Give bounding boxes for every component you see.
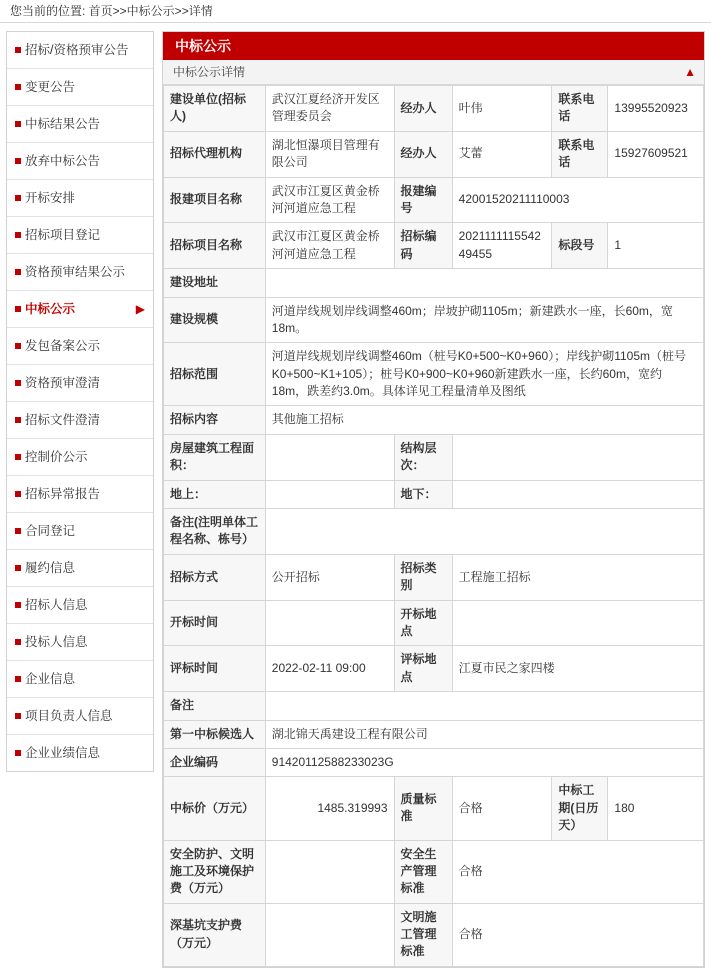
report-no-value: 42001520211110003 [452,177,703,223]
table-row [164,343,704,406]
sidebar-item-label: 资格预审结果公示 [25,265,126,279]
scale-value: 河道岸线规划岸线调整460m；岸坡护砌1105m；新建跌水一座，长60m，宽18m。 [265,297,703,343]
pit-fee-value [265,903,394,966]
table-row [164,269,704,297]
table-row [164,177,704,223]
sidebar-item-label: 招标异常报告 [25,487,101,501]
eval-time-label: 评标时间 [164,646,266,692]
sidebar-item-11[interactable] [7,439,153,476]
bullet-icon [15,121,21,127]
table-row [164,480,704,508]
contact1-value: 13995520923 [608,86,704,132]
agent1-value: 叶伟 [452,86,552,132]
safety-fee-label: 安全防护、文明施工及环境保护费（万元） [164,840,266,903]
above-ground-value [265,480,394,508]
bullet-icon [15,713,21,719]
sidebar-item-label: 发包备案公示 [25,339,101,353]
sidebar-item-1[interactable] [7,69,153,106]
bid-price-value: 1485.319993 [265,777,394,840]
bullet-icon [15,491,21,497]
page-title: 中标公示 [163,32,704,60]
table-row [164,223,704,269]
table-row [164,646,704,692]
section-label: 标段号 [552,223,608,269]
contact2-label: 联系电话 [552,131,608,177]
safety-mgmt-label: 安全生产管理标准 [394,840,452,903]
sidebar-item-0[interactable] [7,32,153,69]
sidebar-item-2[interactable] [7,106,153,143]
below-ground-value [452,480,703,508]
bullet-icon [15,47,21,53]
eval-time-value: 2022-02-11 09:00 [265,646,394,692]
eval-place-value: 江夏市民之家四楼 [452,646,703,692]
remark-note-label: 备注(注明单体工程名称、栋号） [164,509,266,555]
table-row [164,777,704,840]
bid-price-label: 中标价（万元） [164,777,266,840]
agent2-value: 艾蕾 [452,131,552,177]
bullet-icon [15,639,21,645]
sidebar-item-6[interactable] [7,254,153,291]
sidebar [6,31,154,772]
scale-label: 建设规模 [164,297,266,343]
pit-fee-label: 深基坑支护费（万元） [164,903,266,966]
table-row [164,720,704,748]
content-label: 招标内容 [164,406,266,434]
scope-label: 招标范围 [164,343,266,406]
agent1-label: 经办人 [394,86,452,132]
agency-label: 招标代理机构 [164,131,266,177]
detail-table [163,85,704,967]
remark-value [265,692,703,720]
table-row [164,840,704,903]
sidebar-item-4[interactable] [7,180,153,217]
sidebar-item-label: 企业信息 [25,672,76,686]
report-no-label: 报建编号 [394,177,452,223]
area-label: 房屋建筑工程面积： [164,434,266,480]
bullet-icon [15,306,21,312]
sidebar-item-label: 变更公告 [25,80,76,94]
table-row [164,692,704,720]
civil-mgmt-label: 文明施工管理标准 [394,903,452,966]
agency-value: 湖北恒瀑项目管理有限公司 [265,131,394,177]
floors-label: 结构层次： [394,434,452,480]
table-row [164,903,704,966]
arrow-right-icon: ▶ [135,302,145,316]
sidebar-item-19[interactable] [7,735,153,771]
safety-mgmt-value: 合格 [452,840,703,903]
sidebar-item-label: 中标公示 [25,302,76,316]
sidebar-item-label: 招标文件澄清 [25,413,101,427]
sidebar-item-label: 招标项目登记 [25,228,101,242]
bullet-icon [15,528,21,534]
content-value: 其他施工招标 [265,406,703,434]
duration-label: 中标工期(日历天） [552,777,608,840]
bullet-icon [15,417,21,423]
sidebar-item-label: 控制价公示 [25,450,88,464]
bid-name-label: 招标项目名称 [164,223,266,269]
table-row [164,748,704,776]
bullet-icon [15,84,21,90]
bullet-icon [15,380,21,386]
sidebar-item-label: 企业业绩信息 [25,746,101,760]
duration-value: 180 [608,777,704,840]
remark-label: 备注 [164,692,266,720]
report-name-label: 报建项目名称 [164,177,266,223]
contact2-value: 15927609521 [608,131,704,177]
floors-value [452,434,703,480]
sidebar-item-12[interactable] [7,476,153,513]
sidebar-item-label: 履约信息 [25,561,76,575]
bullet-icon [15,454,21,460]
eval-place-label: 评标地点 [394,646,452,692]
bullet-icon [15,676,21,682]
section-header [163,60,704,85]
scope-value: 河道岸线规划岸线调整460m（桩号K0+500~K0+960）；岸线护砌1105m（桩号K0+500~K1+105）；桩号K0+900~K0+960新建跌水一座，长约60m，宽约18m，跌差约3.0m。具体详见工程量清单及图纸 [265,343,703,406]
bid-method-label: 招标方式 [164,554,266,600]
sidebar-item-9[interactable] [7,365,153,402]
credit-code-value: 91420112588233023G [265,748,703,776]
bullet-icon [15,158,21,164]
agent2-label: 经办人 [394,131,452,177]
site-value [265,269,703,297]
first-candidate-value: 湖北锦天禹建设工程有限公司 [265,720,703,748]
construction-unit-value: 武汉江夏经济开发区管理委员会 [265,86,394,132]
above-ground-label: 地上： [164,480,266,508]
collapse-icon[interactable]: ▲ [684,65,696,79]
bullet-icon [15,269,21,275]
open-time-value [265,600,394,646]
sidebar-item-label: 中标结果公告 [25,117,101,131]
table-row [164,554,704,600]
quality-label: 质量标准 [394,777,452,840]
table-row [164,406,704,434]
table-row [164,86,704,132]
contact1-label: 联系电话 [552,86,608,132]
bullet-icon [15,195,21,201]
remark-note-value [265,509,703,555]
sidebar-item-label: 资格预审澄清 [25,376,101,390]
sidebar-item-17[interactable] [7,661,153,698]
sidebar-item-8[interactable] [7,328,153,365]
open-place-value [452,600,703,646]
bid-no-value: 202111111554249455 [452,223,552,269]
table-row [164,297,704,343]
bid-method-value: 公开招标 [265,554,394,600]
bid-no-label: 招标编码 [394,223,452,269]
table-row [164,131,704,177]
credit-code-label: 企业编码 [164,748,266,776]
sidebar-item-15[interactable] [7,587,153,624]
table-row [164,509,704,555]
area-value [265,434,394,480]
quality-value: 合格 [452,777,552,840]
bullet-icon [15,343,21,349]
sidebar-item-label: 项目负责人信息 [25,709,113,723]
sidebar-item-14[interactable] [7,550,153,587]
breadcrumb: 您当前的位置: 首页>>中标公示>>详情 [0,0,711,23]
sidebar-item-label: 招标人信息 [25,598,88,612]
content-panel [162,31,705,968]
bullet-icon [15,602,21,608]
sidebar-item-7[interactable] [7,291,153,328]
open-time-label: 开标时间 [164,600,266,646]
bid-type-value: 工程施工招标 [452,554,703,600]
civil-mgmt-value: 合格 [452,903,703,966]
construction-unit-label: 建设单位(招标人) [164,86,266,132]
bid-name-value: 武汉市江夏区黄金桥河河道应急工程 [265,223,394,269]
section-value: 1 [608,223,704,269]
sidebar-item-3[interactable] [7,143,153,180]
sidebar-item-18[interactable] [7,698,153,735]
sidebar-item-label: 放弃中标公告 [25,154,101,168]
table-row [164,434,704,480]
sidebar-item-label: 合同登记 [25,524,76,538]
sidebar-item-label: 招标/资格预审公告 [25,43,129,57]
bid-type-label: 招标类别 [394,554,452,600]
site-label: 建设地址 [164,269,266,297]
sidebar-item-16[interactable] [7,624,153,661]
sidebar-item-10[interactable] [7,402,153,439]
bullet-icon [15,750,21,756]
table-row [164,600,704,646]
report-name-value: 武汉市江夏区黄金桥河河道应急工程 [265,177,394,223]
sidebar-item-label: 投标人信息 [25,635,88,649]
section-header-label: 中标公示详情 [173,65,246,79]
bullet-icon [15,232,21,238]
safety-fee-value [265,840,394,903]
open-place-label: 开标地点 [394,600,452,646]
page-layout [0,23,711,959]
sidebar-item-13[interactable] [7,513,153,550]
sidebar-item-label: 开标安排 [25,191,76,205]
bullet-icon [15,565,21,571]
first-candidate-label: 第一中标候选人 [164,720,266,748]
sidebar-item-5[interactable] [7,217,153,254]
below-ground-label: 地下： [394,480,452,508]
